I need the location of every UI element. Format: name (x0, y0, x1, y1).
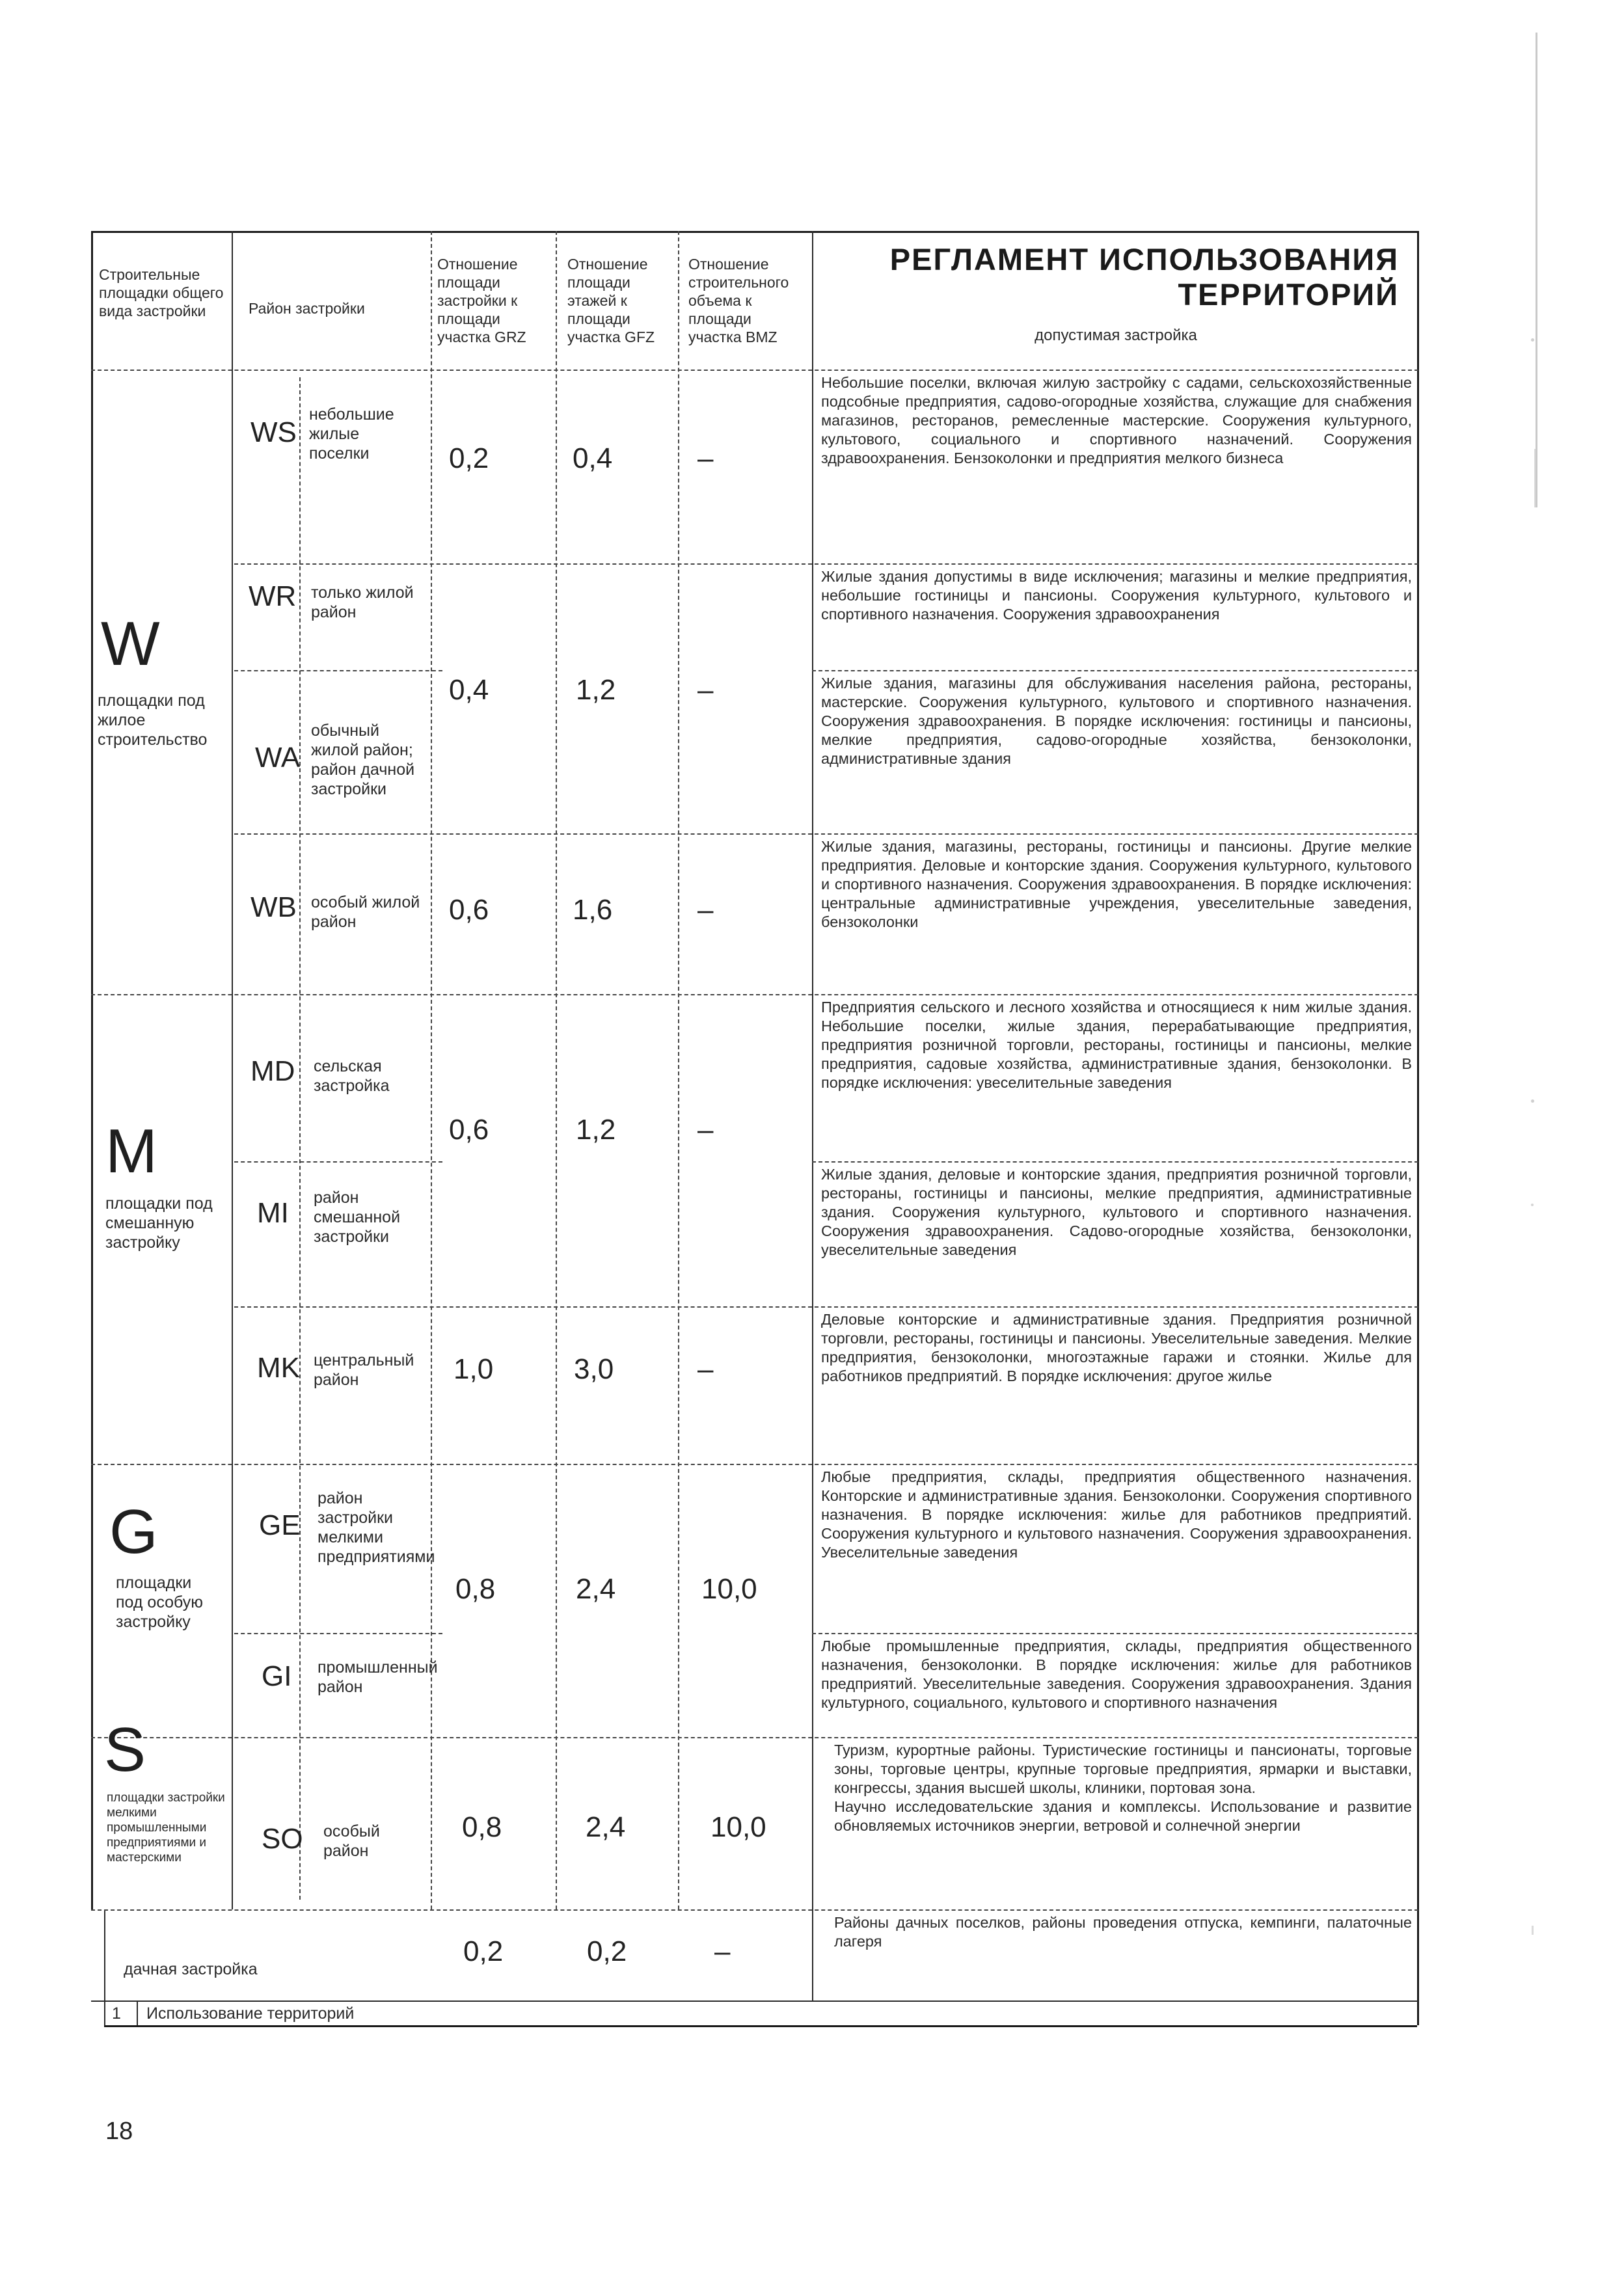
desc-so: Туризм, курортные районы. Туристические гостиницы и пансионаты, торговые зоны, торговые центры, крупные торговые предприятия, ярмарки и выставки, конгрессы, здания высшей школы, клиники, портовая зона. Научно исследовательские здания и комплексы. Использование и развитие обновляемых источников энергии, ветровой и солнечной энергии (834, 1742, 1412, 1834)
scan-mark (1534, 449, 1536, 507)
name-wb: особый жилой район (311, 893, 420, 931)
bmz-so: 10,0 (710, 1811, 766, 1843)
header-col-bmz: Отношение строительного объема к площади участка BMZ (688, 256, 789, 345)
gfz-ws: 0,4 (573, 442, 613, 474)
code-ws: WS (250, 416, 297, 448)
name-gi: промышленный район (318, 1658, 438, 1696)
header-col-grz: Отношение площади застройки к площади участка GRZ (437, 256, 526, 345)
scan-mark (1532, 1926, 1534, 1935)
grz-wb: 0,6 (449, 894, 489, 926)
caption-index: 1 (112, 2004, 121, 2023)
code-mk: MK (257, 1352, 300, 1384)
grz-ws: 0,2 (449, 442, 489, 474)
desc-mi: Жилые здания, деловые и конторские здания, предприятия розничной торговли, рестораны, гостиницы и пансионы, мелкие предприятия, административные здания. Сооружения культурного, культового и спортивного назначения. Сооружения здравоохранения. Садово-огородные хозяйства, бензоколонки, увеселительные заведения (821, 1166, 1412, 1258)
gfz-wb: 1,6 (573, 894, 613, 926)
gfz-md: 1,2 (576, 1114, 616, 1146)
grz-wr: 0,4 (449, 674, 489, 706)
name-mi: район смешанной застройки (314, 1189, 401, 1246)
desc-dacha: Районы дачных поселков, районы проведения отпуска, кемпинги, палаточные лагеря (834, 1914, 1412, 1950)
desc-wa: Жилые здания, магазины для обслуживания населения района, рестораны, мастерские. Сооружения культурного, культового и спортивного назначения. Сооружения здравоохранения. В порядке исключения: гостиницы и пансионы, мелкие предприятия, садово-огородные хозяйства, бензоколонки, административные здания (821, 675, 1412, 767)
name-dacha: дачная застройка (124, 1960, 258, 1978)
code-wa: WA (255, 742, 301, 774)
category-m-label: площадки под смешанную застройку (105, 1194, 213, 1252)
gfz-mk: 3,0 (574, 1353, 614, 1385)
header-col-district: Район застройки (249, 300, 365, 317)
desc-wb: Жилые здания, магазины, рестораны, гостиницы и пансионы. Другие мелкие предприятия. Деловые и конторские здания. Сооружения культурного, культового и спортивного назначения. Сооружения здравоохранения. В порядке исключения: центральные административные учреждения, увеселительные заведения, бензоколонки (821, 838, 1412, 930)
bmz-wb: – (697, 894, 714, 926)
bmz-ge: 10,0 (701, 1573, 757, 1605)
scan-mark (1531, 338, 1534, 342)
grz-dacha: 0,2 (463, 1935, 504, 1967)
scan-mark (1536, 33, 1537, 507)
category-s-label: площадки застройки мелкими промышленными предприятиями и мастерскими (107, 1791, 225, 1865)
name-ge: район застройки мелкими предприятиями (318, 1489, 435, 1566)
code-md: MD (250, 1055, 295, 1087)
desc-mk: Деловые конторские и административные здания. Предприятия розничной торговли, рестораны, гостиницы и пансионы. Увеселительные заведения. Мелкие предприятия, бензоколонки, многоэтажные гаражи и стоянки. Жилье для работников предприятий. В порядке исключения: другое жилье (821, 1311, 1412, 1384)
bmz-mk: – (697, 1353, 714, 1385)
grz-mk: 1,0 (453, 1353, 494, 1385)
category-w-letter: W (101, 609, 160, 679)
desc-gi: Любые промышленные предприятия, склады, предприятия общественного назначения, бензоколонки. В порядке исключения: жилье для работников предприятий. Увеселительные заведения. Сооружения здравоохранения. Здания культурного, социального, культового и спортивного назначения (821, 1637, 1412, 1711)
name-ws: небольшие жилые поселки (309, 405, 394, 463)
code-so: SO (262, 1823, 303, 1855)
page-number: 18 (105, 2118, 133, 2145)
name-wa: обычный жилой район; район дачной застройки (311, 721, 415, 798)
table-title-line2: ТЕРРИТОРИЙ (1178, 277, 1399, 312)
gfz-wr: 1,2 (576, 674, 616, 706)
code-wb: WB (250, 891, 297, 923)
gfz-ge: 2,4 (576, 1573, 616, 1605)
code-gi: GI (262, 1660, 292, 1692)
bmz-wr: – (697, 674, 714, 706)
scan-mark (1531, 1099, 1534, 1103)
name-md: сельская застройка (314, 1057, 390, 1095)
table-subtitle: допустимая застройка (1035, 327, 1197, 344)
caption-text: Использование территорий (146, 2004, 355, 2023)
code-ge: GE (259, 1509, 301, 1541)
category-w-label: площадки под жилое строительство (98, 692, 208, 749)
category-g-label: площадки под особую застройку (116, 1574, 204, 1631)
grz-ge: 0,8 (455, 1573, 496, 1605)
category-g-letter: G (109, 1497, 158, 1567)
scan-mark (1531, 1204, 1534, 1206)
bmz-md: – (697, 1114, 714, 1146)
desc-wr: Жилые здания допустимы в виде исключения; магазины и мелкие предприятия, небольшие гостиницы и пансионы. Сооружения культурного, культового и спортивного назначения. Сооружения здравоохранения (821, 568, 1412, 623)
code-mi: MI (257, 1197, 289, 1229)
header-col-gfz: Отношение площади этажей к площади участка GFZ (567, 256, 655, 345)
gfz-dacha: 0,2 (587, 1935, 627, 1967)
category-s-letter: S (104, 1715, 146, 1785)
desc-ws: Небольшие поселки, включая жилую застройку с садами, сельскохозяйственные подсобные предприятия, садово-огородные хозяйства, служащие для снабжения магазинов, ресторанов, ремесленные мастерские. Сооружения культурного, культового, социального и спортивного назначений. Сооружения здравоохранения. Бензоколонки и предприятия мелкого бизнеса (821, 374, 1412, 466)
name-mk: центральный район (314, 1351, 414, 1389)
name-so: особый район (323, 1822, 380, 1860)
name-wr: только жилой район (311, 584, 414, 621)
desc-md: Предприятия сельского и лесного хозяйства и относящиеся к ним жилые здания. Небольшие поселки, жилые здания, перерабатывающие предприятия, предприятия розничной торговли, рестораны, гостиницы и пансионы, мелкие предприятия, садовые хозяйства, административные здания, бензоколонки. В порядке исключения: увеселительные заведения (821, 999, 1412, 1091)
bmz-dacha: – (714, 1935, 731, 1967)
grz-md: 0,6 (449, 1114, 489, 1146)
table-title-line1: РЕГЛАМЕНТ ИСПОЛЬЗОВАНИЯ (889, 242, 1399, 276)
grz-so: 0,8 (462, 1811, 502, 1843)
desc-ge: Любые предприятия, склады, предприятия общественного назначения. Конторские и административные здания. Бензоколонки. Сооружения спортивного назначения. В порядке исключения: жилье для работников предприятий. Сооружения культурного и культового назначения. Сооружения здравоохранения. Увеселительные заведения (821, 1468, 1412, 1561)
gfz-so: 2,4 (586, 1811, 626, 1843)
code-wr: WR (249, 580, 297, 612)
category-m-letter: M (105, 1116, 157, 1186)
bmz-ws: – (697, 442, 714, 474)
header-col-category: Строительные площадки общего вида застройки (99, 266, 224, 319)
